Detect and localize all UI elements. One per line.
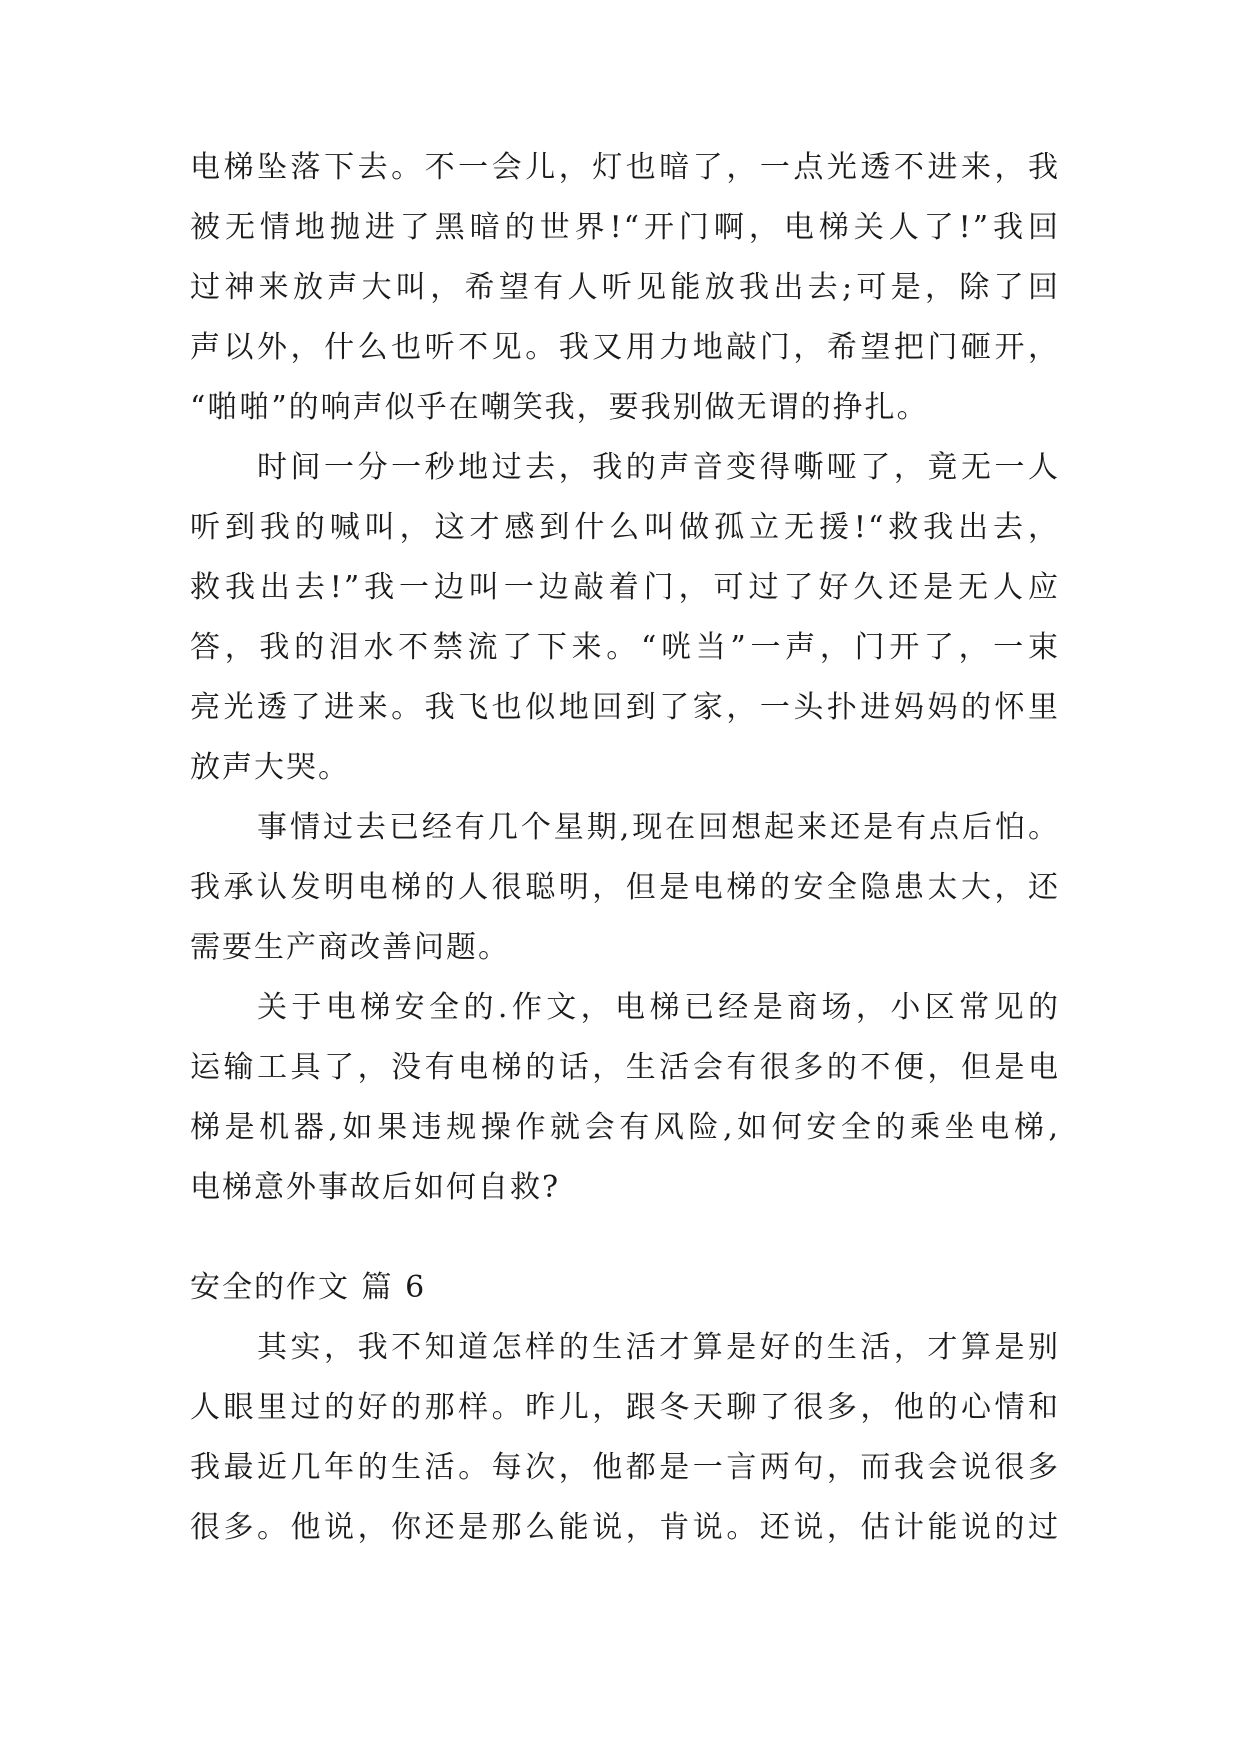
paragraph-line: 我最近几年的生活。每次，他都是一言两句，而我会说很多 <box>190 1450 1060 1485</box>
paragraph-line: 声以外，什么也听不见。我又用力地敲门，希望把门砸开， <box>190 330 1060 365</box>
section-heading: 安全的作文 篇 6 <box>190 1270 427 1305</box>
paragraph-line: 被无情地抛进了黑暗的世界!“开门啊，电梯关人了!”我回 <box>190 210 1060 245</box>
essay-body-continued <box>190 138 1060 1218</box>
paragraph-line: 亮光透了进来。我飞也似地回到了家，一头扑进妈妈的怀里 <box>190 690 1060 725</box>
essay-section-6 <box>190 1258 1060 1558</box>
paragraph-line: 很多。他说，你还是那么能说，肯说。还说，估计能说的过 <box>190 1510 1060 1545</box>
paragraph-line: 人眼里过的好的那样。昨儿，跟冬天聊了很多，他的心情和 <box>190 1390 1060 1425</box>
paragraph-line: 听到我的喊叫，这才感到什么叫做孤立无援!“救我出去， <box>190 510 1060 545</box>
paragraph-line: 时间一分一秒地过去，我的声音变得嘶哑了，竟无一人 <box>257 450 1060 485</box>
paragraph-line: 事情过去已经有几个星期,现在回想起来还是有点后怕。 <box>257 810 1060 845</box>
paragraph-line: 电梯坠落下去。不一会儿，灯也暗了，一点光透不进来，我 <box>190 150 1060 185</box>
paragraph-line: 过神来放声大叫，希望有人听见能放我出去;可是，除了回 <box>190 270 1060 305</box>
paragraph-line: 放声大哭。 <box>190 750 350 785</box>
paragraph-line: 答，我的泪水不禁流了下来。“咣当”一声，门开了，一束 <box>190 630 1060 665</box>
paragraph-line: 电梯意外事故后如何自救? <box>190 1170 561 1205</box>
paragraph-line: 其实，我不知道怎样的生活才算是好的生活，才算是别 <box>257 1330 1060 1365</box>
paragraph-line: 运输工具了，没有电梯的话，生活会有很多的不便，但是电 <box>190 1050 1060 1085</box>
paragraph-line: 需要生产商改善问题。 <box>190 930 510 965</box>
paragraph-line: “啪啪”的响声似乎在嘲笑我，要我别做无谓的挣扎。 <box>190 390 929 425</box>
paragraph-line: 我承认发明电梯的人很聪明，但是电梯的安全隐患太大，还 <box>190 870 1060 905</box>
paragraph-line: 关于电梯安全的.作文，电梯已经是商场，小区常见的 <box>257 990 1060 1025</box>
paragraph-line: 梯是机器,如果违规操作就会有风险,如何安全的乘坐电梯, <box>190 1110 1060 1145</box>
paragraph-line: 救我出去!”我一边叫一边敲着门，可过了好久还是无人应 <box>190 570 1060 605</box>
